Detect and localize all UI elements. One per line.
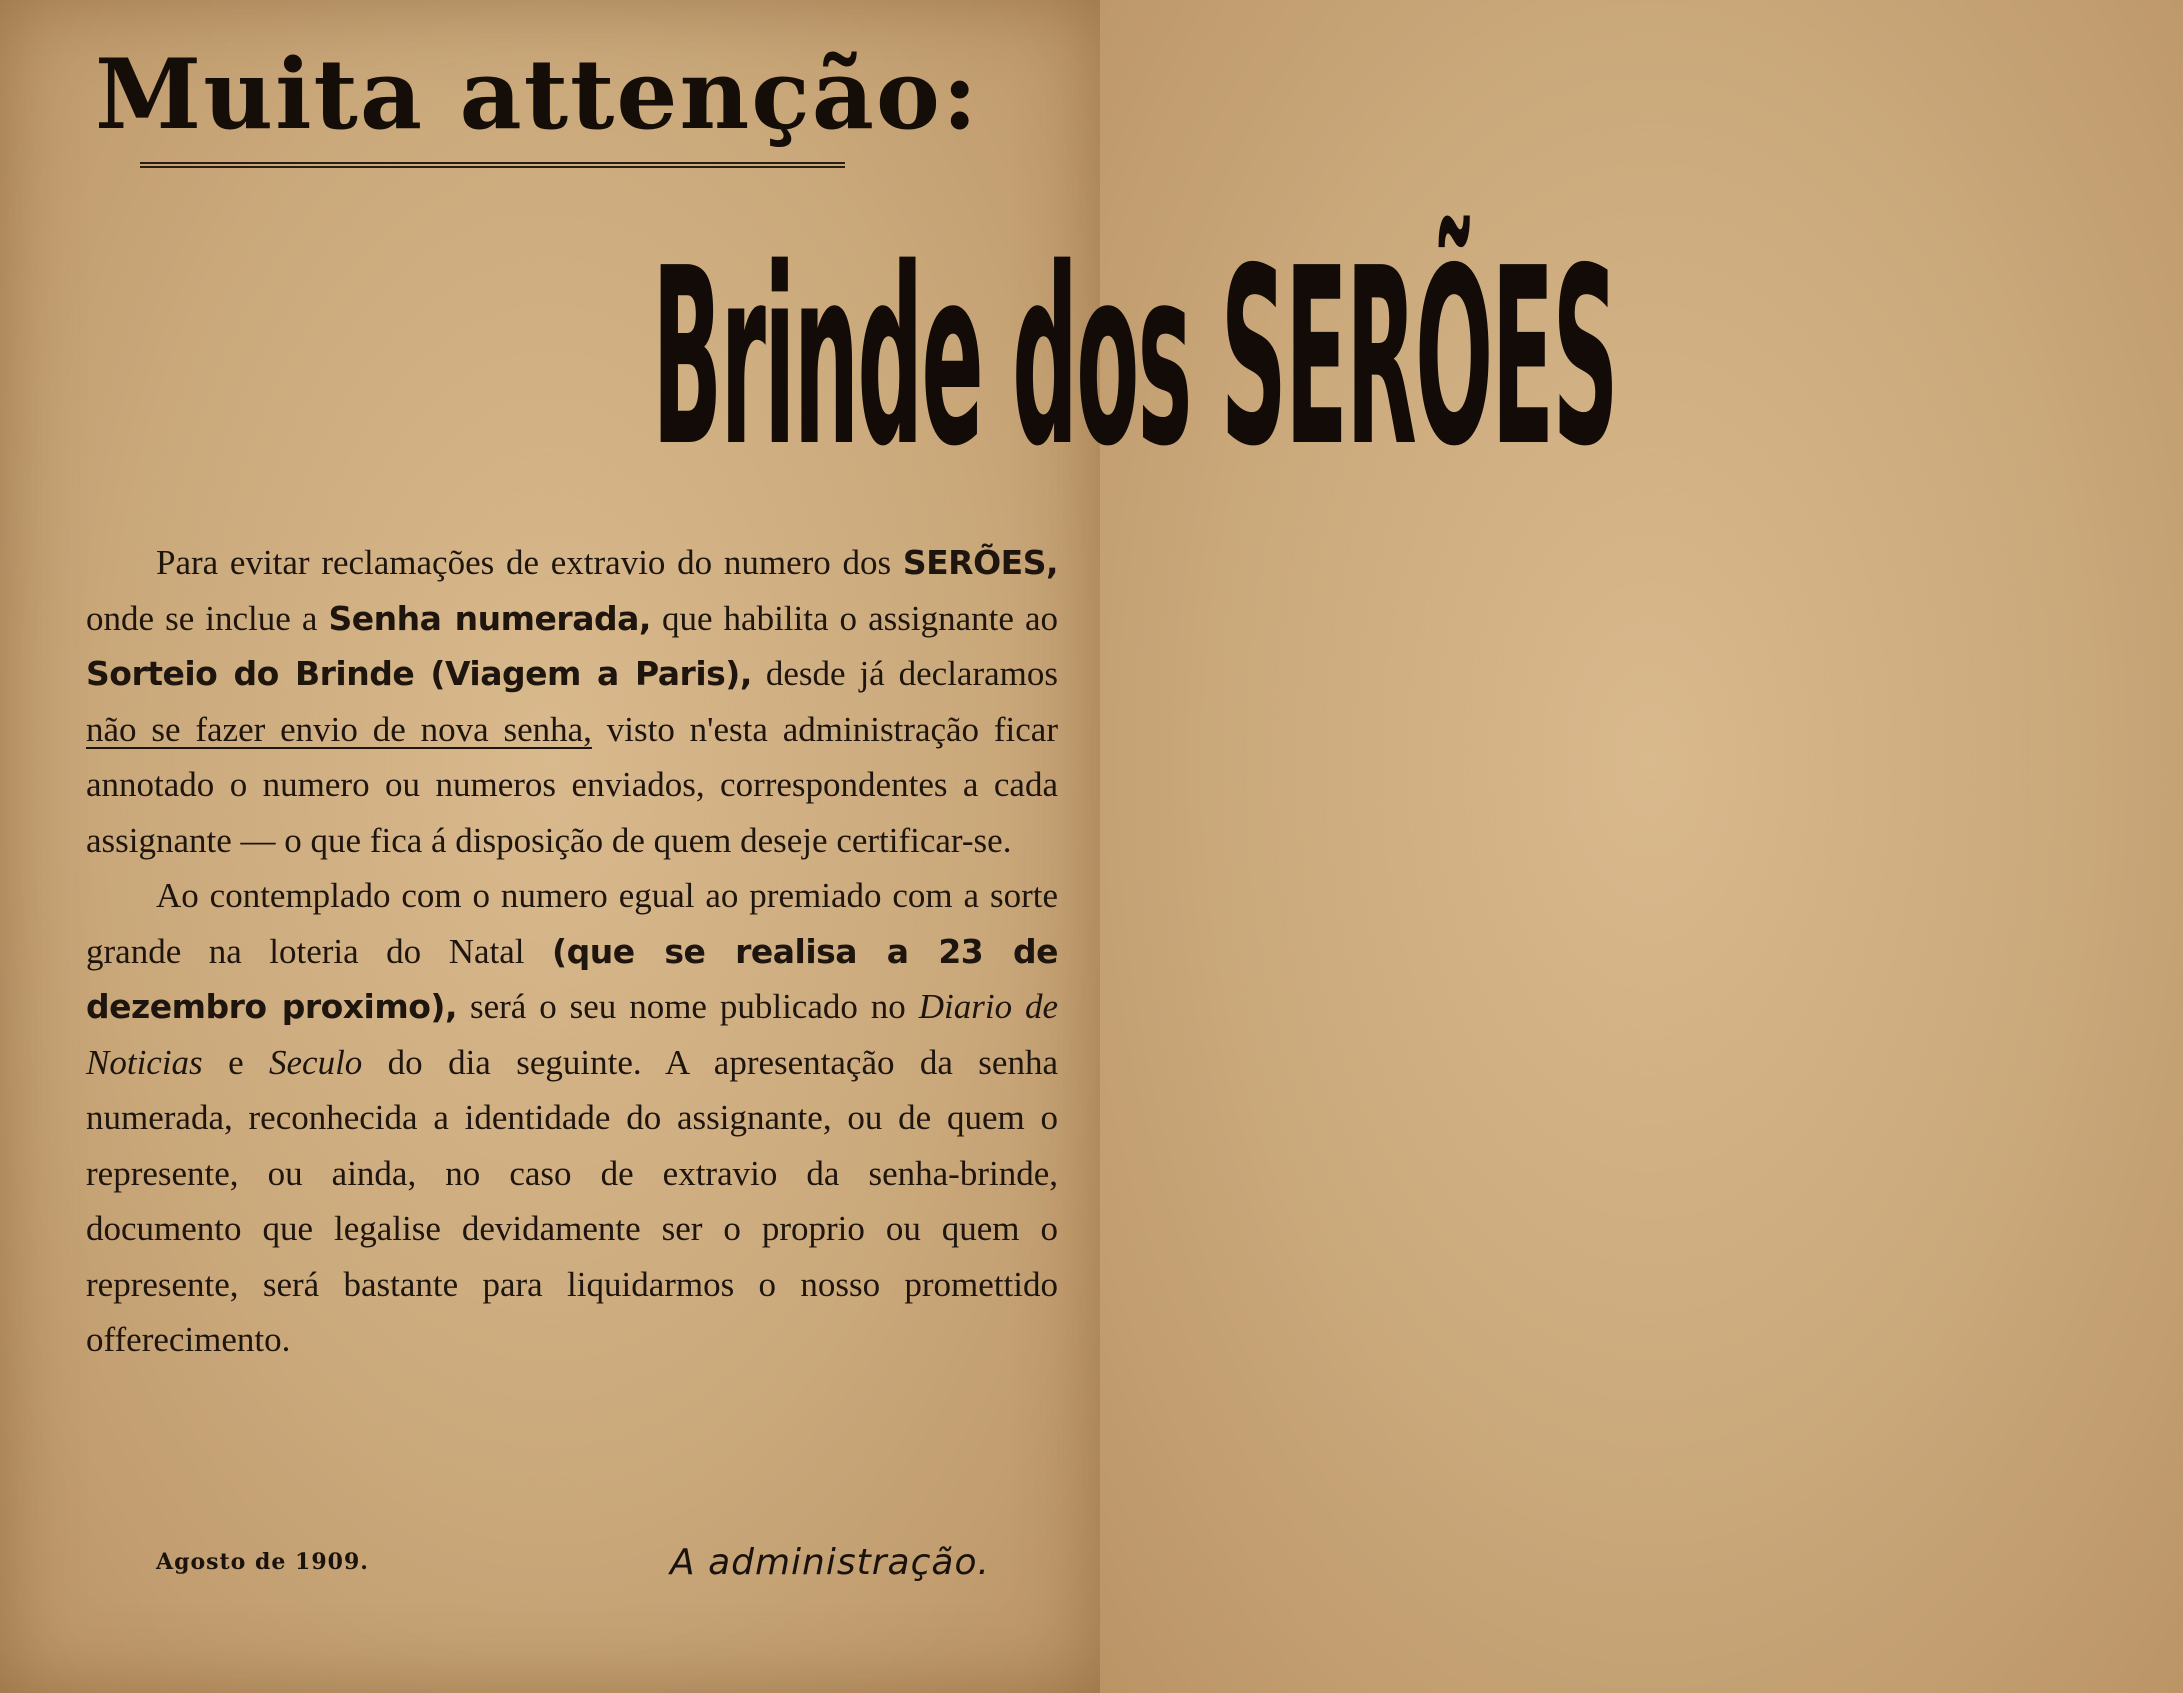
paragraph-1 <box>86 535 1058 868</box>
text-run: Seculo <box>269 1042 363 1082</box>
text-run: onde se inclue a <box>86 598 329 638</box>
page-title <box>86 216 1617 501</box>
title-text: Brinde dos SERÕES <box>652 216 1617 501</box>
text-run: Para evitar reclamações de extravio do numero dos <box>156 543 903 582</box>
text-run: Senha numerada, <box>328 598 651 638</box>
text-run: e <box>202 1042 269 1082</box>
heading: Muita attenção: <box>95 38 980 151</box>
text-run: (que se realisa a 23 de dezembro proximo), <box>86 931 1058 1026</box>
text-run: será o seu nome publicado no <box>457 987 919 1026</box>
text-run: Ao contemplado com o numero egual ao premiado com a sorte grande na loteria do Natal <box>86 876 1058 971</box>
text-run: do dia seguinte. A apresentação da senha numerada, reconhecida a identidade do assignante, ou de quem o represente, ou ainda, no caso de extravio da senha-brinde, documento que legalise devidamente ser o proprio ou quem o represente, será bastante para liquidarmos o nosso promettido offerecimento. <box>86 1042 1058 1359</box>
heading-divider <box>140 162 845 168</box>
text-run: não se fazer envio de nova senha, <box>86 709 592 749</box>
text-run: Sorteio do Brinde (Viagem a Paris), <box>86 654 752 693</box>
text-run: que habilita o assignante ao <box>650 598 1058 638</box>
text-run: Diario de Noticias <box>86 987 1059 1082</box>
footer-date: Agosto de 1909. <box>156 1549 369 1575</box>
text-run: visto n'esta administração ficar annotado o numero ou numeros enviados, correspondentes a cada assignante — o que fica á disposição de quem deseje certificar-se. <box>86 709 1058 860</box>
text-run: desde já declaramos <box>751 654 1058 693</box>
text-run: SERÕES, <box>902 543 1058 582</box>
footer-signature: A administração. <box>670 1542 990 1583</box>
paragraph-2 <box>86 868 1058 1368</box>
body-text <box>86 535 1058 1368</box>
